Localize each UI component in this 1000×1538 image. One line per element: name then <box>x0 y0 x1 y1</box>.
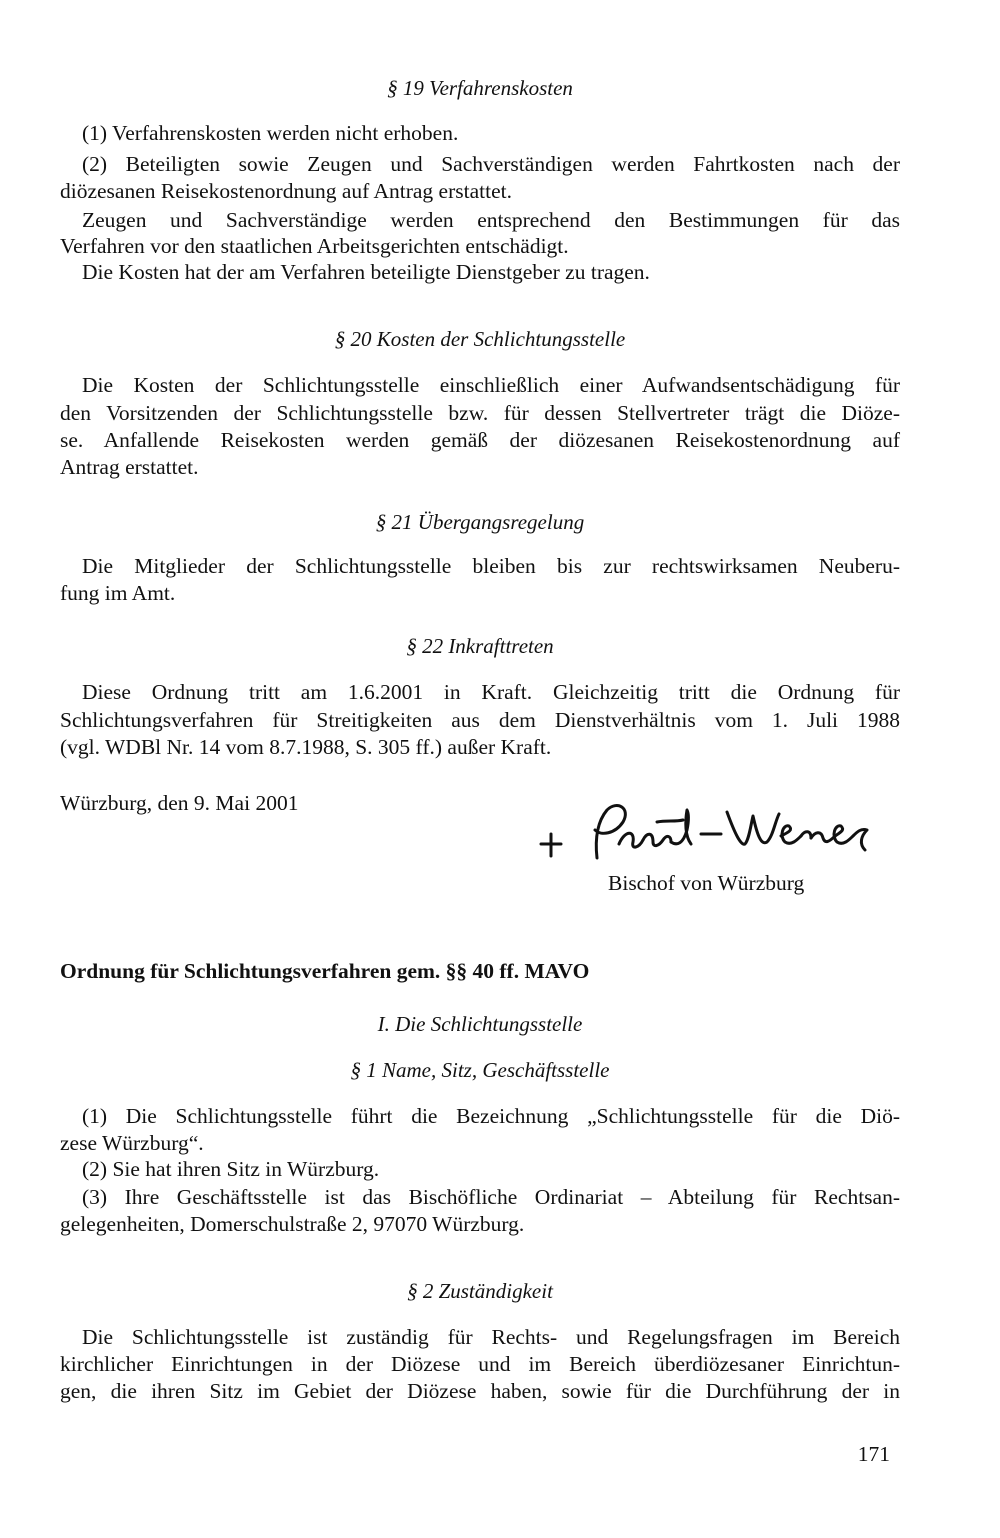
section-20-line: Die Kosten der Schlichtungsstelle einschließlich einer Aufwandsentschädigung für <box>82 373 900 397</box>
section-1-line: (2) Sie hat ihren Sitz in Würzburg. <box>82 1157 380 1181</box>
section-22-line: Diese Ordnung tritt am 1.6.2001 in Kraft. Gleichzeitig tritt die Ordnung für <box>82 680 900 704</box>
section-22-heading: § 22 Inkrafttreten <box>406 634 554 658</box>
section-19-line: (2) Beteiligten sowie Zeugen und Sachverständigen werden Fahrtkosten nach der <box>82 152 900 176</box>
section-19-heading: § 19 Verfahrenskosten <box>387 76 573 100</box>
section-1-line: (3) Ihre Geschäftsstelle ist das Bischöfliche Ordinariat – Abteilung für Rechtsan- <box>82 1185 900 1209</box>
section-1-line: gelegenheiten, Domerschulstraße 2, 97070 Würzburg. <box>60 1212 525 1236</box>
page-number: 171 <box>857 1442 890 1466</box>
section-1-line: (1) Die Schlichtungsstelle führt die Bezeichnung „Schlichtungsstelle für die Diö- <box>82 1104 900 1128</box>
section-21-heading: § 21 Übergangsregelung <box>375 510 585 534</box>
section-19-line: diözesanen Reisekostenordnung auf Antrag erstattet. <box>60 179 512 203</box>
section-2-line: kirchlicher Einrichtungen in der Diözese und im Bereich überdiözesaner Einrichtun- <box>60 1352 900 1376</box>
section-2-line: Die Schlichtungsstelle ist zuständig für Rechts- und Regelungsfragen im Bereich <box>82 1325 900 1349</box>
section-1-line: zese Würzburg“. <box>60 1131 204 1155</box>
section-2-line: gen, die ihren Sitz im Gebiet der Diözese haben, sowie für die Durchführung der in <box>60 1379 900 1403</box>
part-heading: I. Die Schlichtungsstelle <box>377 1012 583 1036</box>
document-page <box>60 0 900 1538</box>
section-2-heading: § 2 Zuständigkeit <box>407 1279 553 1303</box>
section-21-line: Die Mitglieder der Schlichtungsstelle bleiben bis zur rechtswirksamen Neuberu- <box>82 554 900 578</box>
ordinance-title: Ordnung für Schlichtungsverfahren gem. §§ 40 ff. MAVO <box>60 959 590 983</box>
bishop-title: Bischof von Würzburg <box>608 871 805 895</box>
section-19-line: Zeugen und Sachverständige werden entsprechend den Bestimmungen für das <box>82 208 900 232</box>
section-20-line: Antrag erstattet. <box>60 455 199 479</box>
section-19-line: Verfahren vor den staatlichen Arbeitsgerichten entschädigt. <box>60 234 569 258</box>
handwritten-signature <box>535 800 895 862</box>
section-20-heading: § 20 Kosten der Schlichtungsstelle <box>334 327 626 351</box>
section-1-heading: § 1 Name, Sitz, Geschäftsstelle <box>350 1058 610 1082</box>
section-20-line: den Vorsitzenden der Schlichtungsstelle bzw. für dessen Stellvertreter trägt die Diöze- <box>60 401 900 425</box>
section-22-line: Schlichtungsverfahren für Streitigkeiten aus dem Dienstverhältnis vom 1. Juli 1988 <box>60 708 900 732</box>
section-21-line: fung im Amt. <box>60 581 176 605</box>
section-22-line: (vgl. WDBl Nr. 14 vom 8.7.1988, S. 305 ff.) außer Kraft. <box>60 735 552 759</box>
section-19-line: Die Kosten hat der am Verfahren beteiligte Dienstgeber zu tragen. <box>82 260 650 284</box>
section-19-line: (1) Verfahrenskosten werden nicht erhoben. <box>82 121 459 145</box>
place-date: Würzburg, den 9. Mai 2001 <box>60 791 299 815</box>
section-20-line: se. Anfallende Reisekosten werden gemäß der diözesanen Reisekostenordnung auf <box>60 428 900 452</box>
